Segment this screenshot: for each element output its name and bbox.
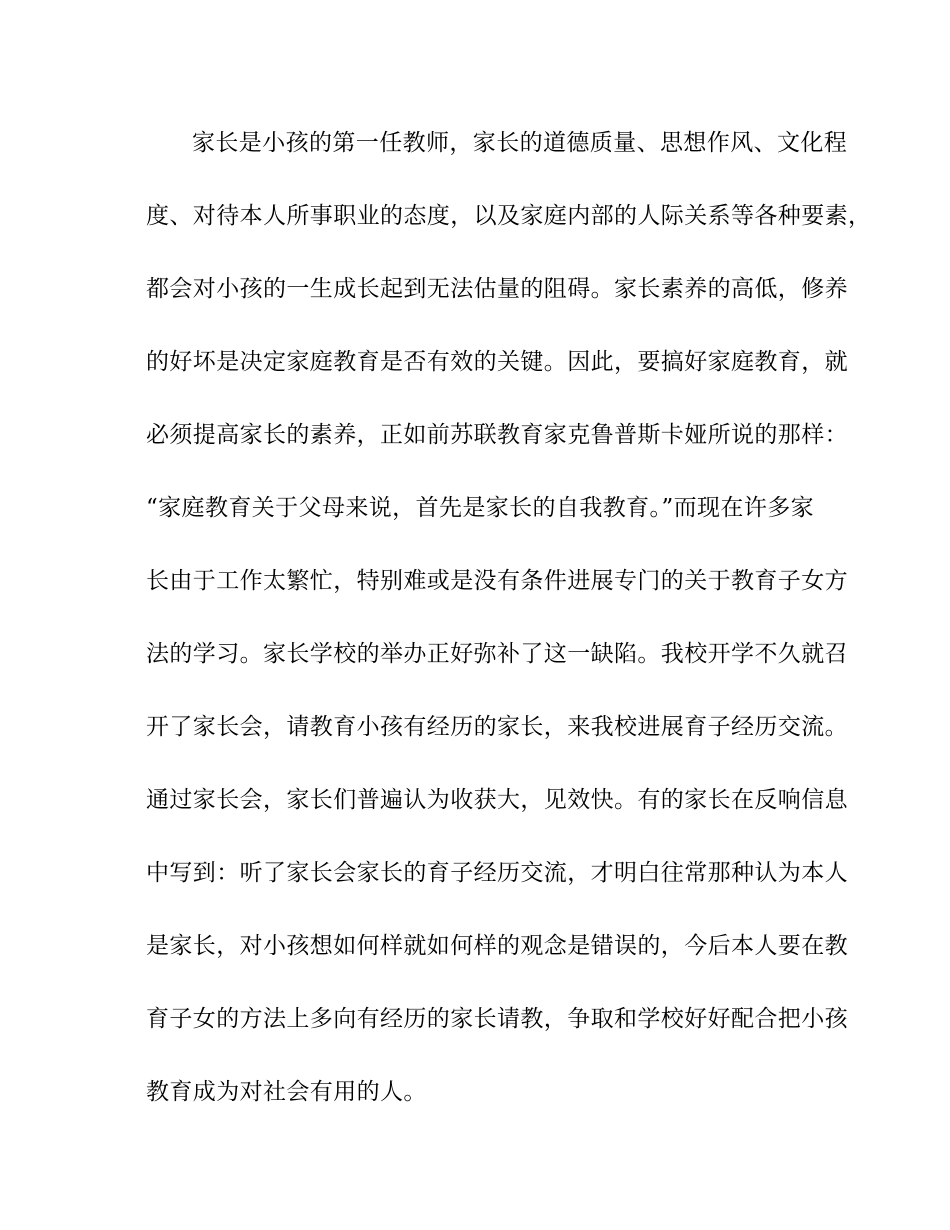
paragraph-line: 必须提高家长的素养，正如前苏联教育家克鲁普斯卡娅所说的那样： bbox=[146, 422, 848, 448]
paragraph-line: 育子女的方法上多向有经历的家长请教，争取和学校好好配合把小孩 bbox=[146, 1006, 848, 1032]
paragraph-line: 通过家长会，家长们普遍认为收获大，见效快。有的家长在反响信息 bbox=[146, 787, 848, 813]
paragraph-line: 开了家长会，请教育小孩有经历的家长，来我校进展育子经历交流。 bbox=[146, 714, 848, 740]
paragraph-line: 度、对待本人所事职业的态度，以及家庭内部的人际关系等各种要素， bbox=[146, 203, 872, 229]
paragraph-line: 教育成为对社会有用的人。 bbox=[146, 1079, 427, 1105]
paragraph-line: 是家长，对小孩想如何样就如何样的观念是错误的，今后本人要在教 bbox=[146, 933, 848, 959]
body-paragraph bbox=[146, 122, 872, 1144]
paragraph-line: 的好坏是决定家庭教育是否有效的关键。因此，要搞好家庭教育，就 bbox=[146, 349, 848, 375]
paragraph-line: 都会对小孩的一生成长起到无法估量的阻碍。家长素养的高低，修养 bbox=[146, 276, 848, 302]
paragraph-line: “家庭教育关于父母来说，首先是家长的自我教育。”而现在许多家 bbox=[146, 495, 815, 521]
paragraph-line: 长由于工作太繁忙，特别难或是没有条件进展专门的关于教育子女方 bbox=[146, 568, 848, 594]
paragraph-line: 家长是小孩的第一任教师，家长的道德质量、思想作风、文化程 bbox=[192, 130, 848, 156]
paragraph-line: 中写到：听了家长会家长的育子经历交流，才明白往常那种认为本人 bbox=[146, 860, 848, 886]
paragraph-line: 法的学习。家长学校的举办正好弥补了这一缺陷。我校开学不久就召 bbox=[146, 641, 848, 667]
